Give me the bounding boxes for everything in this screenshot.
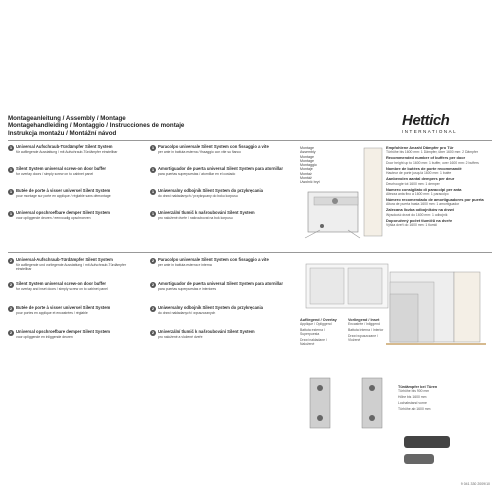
- right-notes: Empfohlene Anzahl Dämpfer pro Tür Türhöhe bis 1600 mm: 1 Dämpfer, über 1600 mm: 2 Dämpfer Recommended number of buffers per door Door height up to 1600 mm: 1 buffer, over 1600 mm: 2 buffers Nombre de butées de porte recommandé Hauteur de porte jusqu'à 1600 mm: 1 butée Aanbevolen aantal dempers per deur Deurhoogte tot 1600 mm: 1 demper Numero consigliato di paracolpi per anta Altezza anta fino a 1600 mm: 1 paracolpo Número recomendado de amortiguadores por puerta Altura de puerta hasta 1600 mm: 1 amortiguador Zalecana liczba odbojników na drzwi Wysokość drzwi do 1600 mm: 1 odbojnik Doporučený počet tlumičů na dveře Výška dveří do 1600 mm: 1 tlumič: [386, 145, 484, 228]
- s1-item: 1 Butée de porte à visser universel Silent System pour montage sur porte en applique / réglable sans démontage: [9, 188, 111, 198]
- s1-item: 1 Paracolpo universale Silent System con fissaggio a vite per ante in battuta esterna / fissaggio con vite su fianco: [151, 144, 269, 154]
- inset-label: Vorliegend / Inset Encastrée / Inliggend Battuta interna / Interior Drzwi wpuszczane / Vložené: [348, 318, 384, 343]
- s1-item: 1 Univerzální tlumič k našroubování Silent System pro naložené dveře / našroubovat na bok korpusu: [151, 210, 255, 220]
- section2-left: [8, 258, 148, 358]
- header-line-1: Montageanleitung / Assembly / Montage: [8, 115, 126, 122]
- header-line-3: Instrukcja montażu / Montážní návod: [8, 129, 117, 137]
- brand-sub: INTERNATIONAL: [402, 129, 458, 134]
- section1-left: [8, 145, 148, 245]
- s2-item: 2 Paracolpo universale Silent System con fissaggio a vite per ante in battuta esterna e interna: [151, 257, 269, 267]
- s1-item: 1 Uniwersalny odbojnik Silent System do przykręcania do drzwi nakładanych / przykręcany do boku korpusu: [151, 188, 263, 198]
- brand-logo: [402, 112, 490, 134]
- page-code: 9 041 330 2009/10: [460, 482, 490, 486]
- drawer-cabinet-illustration: [302, 260, 392, 312]
- section-divider: [8, 252, 492, 253]
- language-list: Montage Assembly Montage Montage Montaggio Montaje Montaż Montáž Uwolnić bryt: [300, 146, 320, 185]
- s2-item: 2 Butée de porte à visser universel Silent System pour portes en applique et encastrées / réglable: [9, 305, 111, 315]
- bottom-note: Türdämpfer bei Türen Türhöhe bis 900 mm Höhe bis 1600 mm Lochabstand vorne Türhöhe ab 1600 mm: [398, 385, 438, 412]
- document-header: [8, 115, 288, 137]
- brand-name: Hettich: [402, 112, 450, 129]
- s2-item: 2 Uniwersalny odbojnik Silent System do przykręcania do drzwi nakładanych i wpuszczanych: [151, 305, 263, 315]
- s1-item: 1 Universal opschroefbare demper Silent System voor opliggende deuren / eenvoudig opschroeven: [9, 210, 111, 220]
- header-line-2: Montagehandleiding / Montaggio / Instrucciones de montaje: [8, 122, 185, 130]
- s2-item: 2 Univerzální tlumič k našroubování Silent System pro naložené a vložené dveře: [151, 329, 255, 339]
- overlay-label: Aufliegend / Overlay Applique / Opliggend Battuta esterna / Superpuesta Drzwi nakładane / Naložené: [300, 318, 337, 347]
- s1-item: 1 Silent System universal screw-on door buffer for overlay doors / simply screw on to cabinet panel: [9, 166, 107, 176]
- s2-item: 2 Amortiguador de puerta universal Silent System para atornillar para puertas superpuestas e interiores: [151, 281, 283, 291]
- section1-middle: [150, 145, 290, 245]
- s2-item: 2 Universal opschroefbare demper Silent System voor opliggende en inliggende deuren: [9, 329, 111, 339]
- stepped-cabinet-illustration: [386, 262, 486, 358]
- s2-item: 2 Universal-Aufschraub-Türdämpfer Silent System für aufliegende und vorliegende Ausstattung / mit Aufschraub-Türdämpfer einstellbar: [9, 257, 127, 271]
- section2-middle: [150, 258, 290, 358]
- s1-item: 1 Amortiguador de puerta universal Silent System para atornillar para puertas superpuestas / atornillar en el costado: [151, 166, 283, 176]
- s1-item: 1 Universal Aufschraub-Türdämpfer Silent System für aufliegende Ausstattung / mit Aufschraub-Türdämpfer einstellbar: [9, 144, 118, 154]
- door-panel-illustration: [362, 146, 384, 241]
- header-divider: [8, 140, 492, 141]
- s2-item: 2 Silent System universal screw-on door buffer for overlay and inset doors / simply screw on to cabinet panel: [9, 281, 108, 291]
